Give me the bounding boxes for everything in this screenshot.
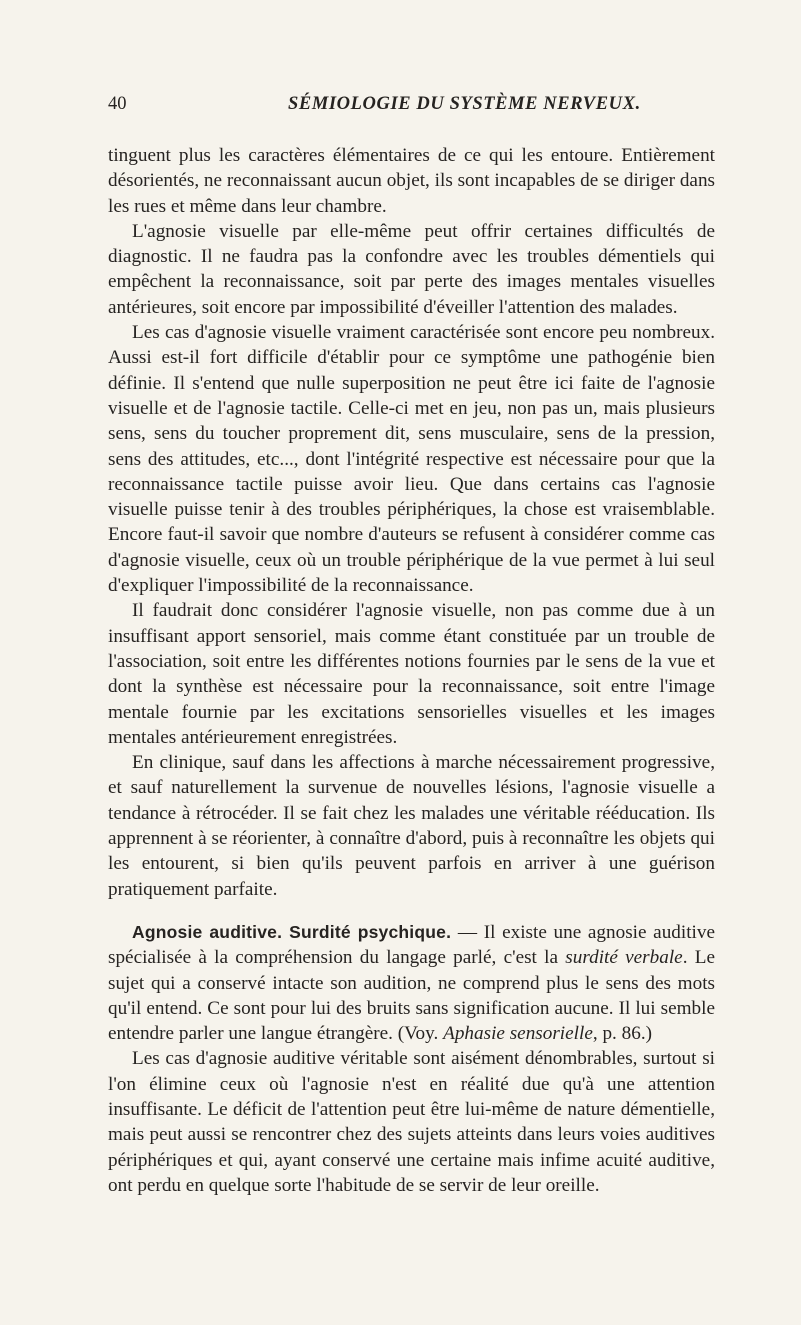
section-heading: Agnosie auditive. Surdité psychique. [132, 921, 452, 942]
paragraph-5: En clinique, sauf dans les affections à marche nécessairement progressive, et sauf naturellement la survenue de nouvelles lésions, l'agnosie visuelle a tendance à rétrocéder. Il se fait chez les malades une véritable rééducation. Ils apprennent à se réorienter, à connaître d'abord, puis à reconnaître les objets qui les entourent, si bien qu'ils peuvent parfois en arriver à une guérison pratiquement parfaite. [108, 752, 715, 900]
paragraph-2: L'agnosie visuelle par elle-même peut offrir certaines difficultés de diagnostic. Il ne faudra pas la confondre avec les troubles démentiels qui empêchent la reconnaissance, soit par perte des images mentales visuelles antérieures, soit encore par impossibilité d'éveiller l'attention des malades. [108, 220, 715, 318]
cross-reference: Aphasie sensorielle [443, 1023, 593, 1045]
paragraph-7: Les cas d'agnosie auditive véritable sont aisément dénombrables, surtout si l'on élimine ceux où l'agnosie n'est en réalité due qu'à une attention insuffisante. Le déficit de l'attention peut être lui-même de nature démentielle, mais peut aussi se rencontrer chez des sujets atteints dans leurs voies auditives périphériques et qui, ayant conservé une certaine mais infime acuité auditive, ont perdu en quelque sorte l'habitude de se servir de leur oreille. [108, 1048, 715, 1196]
paragraph-4: Il faudrait donc considérer l'agnosie visuelle, non pas comme due à un insuffisant apport sensoriel, mais comme étant constituée par un trouble de l'association, soit entre les différentes notions fournies par le sens de la vue et dont la synthèse est nécessaire pour la reconnaissance, soit entre l'image mentale fournie par les excitations sensorielles visuelles et les images mentales antérieurement enregistrées. [108, 600, 715, 748]
paragraph-6-text-a: — Il existe une agnosie auditive spécialisée à la compréhension du langage parlé, c'est la [108, 921, 715, 969]
cross-reference-page: , p. 86.) [592, 1023, 652, 1045]
body-text [108, 143, 715, 1198]
running-head [108, 92, 708, 116]
running-title: SÉMIOLOGIE DU SYSTÈME NERVEUX. [288, 94, 641, 114]
paragraph-auditory-agnosia [108, 920, 715, 1046]
paragraph-6-text-b: . Le sujet qui a conservé intacte son audition, ne comprend plus le sens des mots qu'il entend. Ce sont pour lui des bruits sans signification aucune. Il lui semble entendre parler une langue étrangère. (Voy. [108, 947, 715, 1045]
term-surdite-verbale: surdité verbale [565, 947, 683, 969]
paragraph-3: Les cas d'agnosie visuelle vraiment caractérisée sont encore peu nombreux. Aussi est-il fort difficile d'établir pour ce symptôme une pathogénie bien définie. Il s'entend que nulle superposition ne peut être ici faite de l'agnosie visuelle et de l'agnosie tactile. Celle-ci met en jeu, non pas un, mais plusieurs sens, sens du toucher proprement dit, sens musculaire, sens de la pression, sens des attitudes, etc..., dont l'intégrité respective est nécessaire pour que la reconnaissance tactile puisse avoir lieu. Que dans certains cas l'agnosie visuelle puisse tenir à des troubles périphériques, la chose est vraisemblable. Encore faut-il savoir que nombre d'auteurs se refusent à considérer comme cas d'agnosie visuelle, ceux où un trouble périphérique de la vue permet à lui seul d'expliquer l'impossibilité de la reconnaissance. [108, 322, 715, 597]
paragraph-1: tinguent plus les caractères élémentaires de ce qui les entoure. Entièrement désorientés, ne reconnaissant aucun objet, ils sont incapables de se diriger dans les rues et même dans leur chambre. [108, 145, 715, 217]
page-number: 40 [108, 94, 127, 114]
